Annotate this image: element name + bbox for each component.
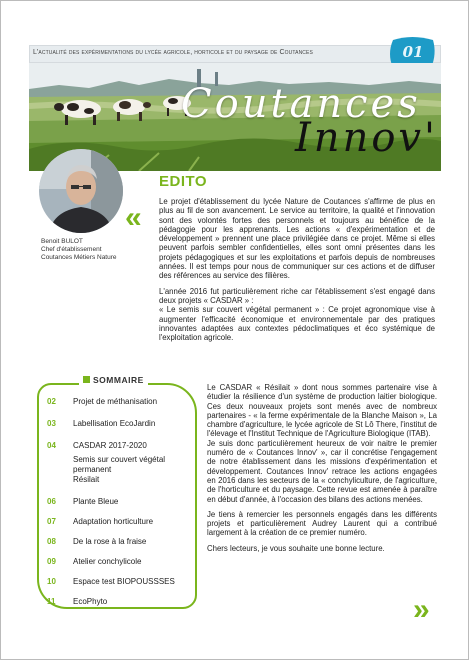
edito-paragraph: Chers lecteurs, je vous souhaite une bonne lecture. xyxy=(207,543,385,553)
author-org: Coutances Métiers Nature xyxy=(41,254,117,261)
edito-paragraph: Le CASDAR « Résilait » dont nous sommes partenaire vise à étudier la résilience d'un système de production laitier biologique. Ces deux nouveaux projets sont menés avec de nombreux partenaires - « la ferme expérimentale de la Blanche Maison », La chambre d'agriculture, le lycée agricole de St Lô There, l'institut de l'élevage et l'Institut Technique de l'Agriculture Biologique (ITAB). xyxy=(207,383,437,439)
toc-label: permanent xyxy=(73,465,112,474)
edito-paragraph: Le projet d'établissement du lycée Nature de Coutances s'affirme de plus en plus au fil de son avancement. Le service au territoire, la qualité et l'innovation sont des volontés fortes des personnels et toujours au bénéfice de la pédagogie pour les apprenants. Les actions « d'expérimentation et de développement » prennent une place privilégiée dans ce projet. Même si elles peuvent parfois sembler confidentielles, elles sont omni présentes dans les projets pédagogiques et sur les exploitations et parfois depuis de nombreuses années. Il est temps pour nous de communiquer sur ces actions et de diffuser des références au service des filières. xyxy=(159,197,435,281)
toc-label: Résilait xyxy=(73,475,100,484)
toc-label: Projet de méthanisation xyxy=(73,397,158,406)
toc-label: Espace test BIOPOUSSSES xyxy=(73,577,175,586)
author-caption xyxy=(41,238,117,262)
toc-label: Labellisation EcoJardin xyxy=(73,419,156,428)
edito-paragraph: Je tiens à remercier les personnels engagés dans les différents projets et particulièrement Audrey Laurent qui a contribué largement à la création de ce premier numéro. xyxy=(207,509,437,538)
toc-label: Adaptation horticulture xyxy=(73,517,154,526)
issue-number: 01 xyxy=(402,43,424,61)
sommaire-heading xyxy=(79,375,148,385)
toc-label: Atelier conchylicole xyxy=(73,557,142,566)
header-tagline: L'actualité des expérimentations du lycée agricole, horticole et du paysage de Coutances xyxy=(33,49,313,56)
square-bullet-icon xyxy=(83,376,90,383)
sommaire-border xyxy=(37,383,197,609)
toc-page-number: 09 xyxy=(47,557,56,566)
title-innov: Innov' xyxy=(295,115,438,161)
toc-page-number: 02 xyxy=(47,397,56,406)
toc-page-number: 07 xyxy=(47,517,56,526)
toc-page-number: 04 xyxy=(47,441,56,450)
title-coutances: Coutances xyxy=(181,81,421,127)
toc-page-number: 03 xyxy=(47,419,56,428)
author-role: Chef d'établissement xyxy=(41,246,102,253)
edito-paragraph: « Le semis sur couvert végétal permanent » : Ce projet agronomique vise à augmenter l'efficacité économique et environnementale par des pratiques innovantes adaptées aux contextes pédoclimatiques et éco systémique de l'exploitation agricole. xyxy=(159,305,435,343)
toc-page-number: 06 xyxy=(47,497,56,506)
toc-label: Semis sur couvert végétal xyxy=(73,455,166,464)
toc-label: Plante Bleue xyxy=(73,497,119,506)
edito-heading: EDITO xyxy=(159,173,208,190)
quote-open-icon: « xyxy=(125,201,142,234)
sommaire-heading-text: SOMMAIRE xyxy=(93,375,144,385)
edito-column-2 xyxy=(207,383,437,559)
edito-paragraph: L'année 2016 fut particulièrement riche car l'établissement s'est engagé dans deux projets « CASDAR » : xyxy=(159,286,435,305)
edito-paragraph: Je suis donc particulièrement heureux de voir naitre le premier numéro de « Coutances Innov' », car il concrétise l'engagement de notre établissement dans les missions d'expérimentation et développement. Coutances Innov' retrace les actions engagées en 2016 dans les secteurs de la « conchyliculture, de l'agriculture, de l'horticulture et du paysage. Cette revue est amenée à paraître en début d'année, à l'occasion des bilans des actions menées. xyxy=(207,438,437,504)
toc-label: De la rose à la fraise xyxy=(73,537,147,546)
sommaire-box xyxy=(37,375,203,611)
toc-page-number: 11 xyxy=(47,597,56,606)
edito-column-1 xyxy=(159,197,435,348)
quote-close-icon: » xyxy=(413,593,430,626)
toc-label: EcoPhyto xyxy=(73,597,108,606)
toc-page-number: 08 xyxy=(47,537,56,546)
toc-label: CASDAR 2017-2020 xyxy=(73,441,147,450)
toc-page-number: 10 xyxy=(47,577,56,586)
author-name: Benoit BULOT xyxy=(41,238,83,245)
author-photo xyxy=(39,149,123,233)
